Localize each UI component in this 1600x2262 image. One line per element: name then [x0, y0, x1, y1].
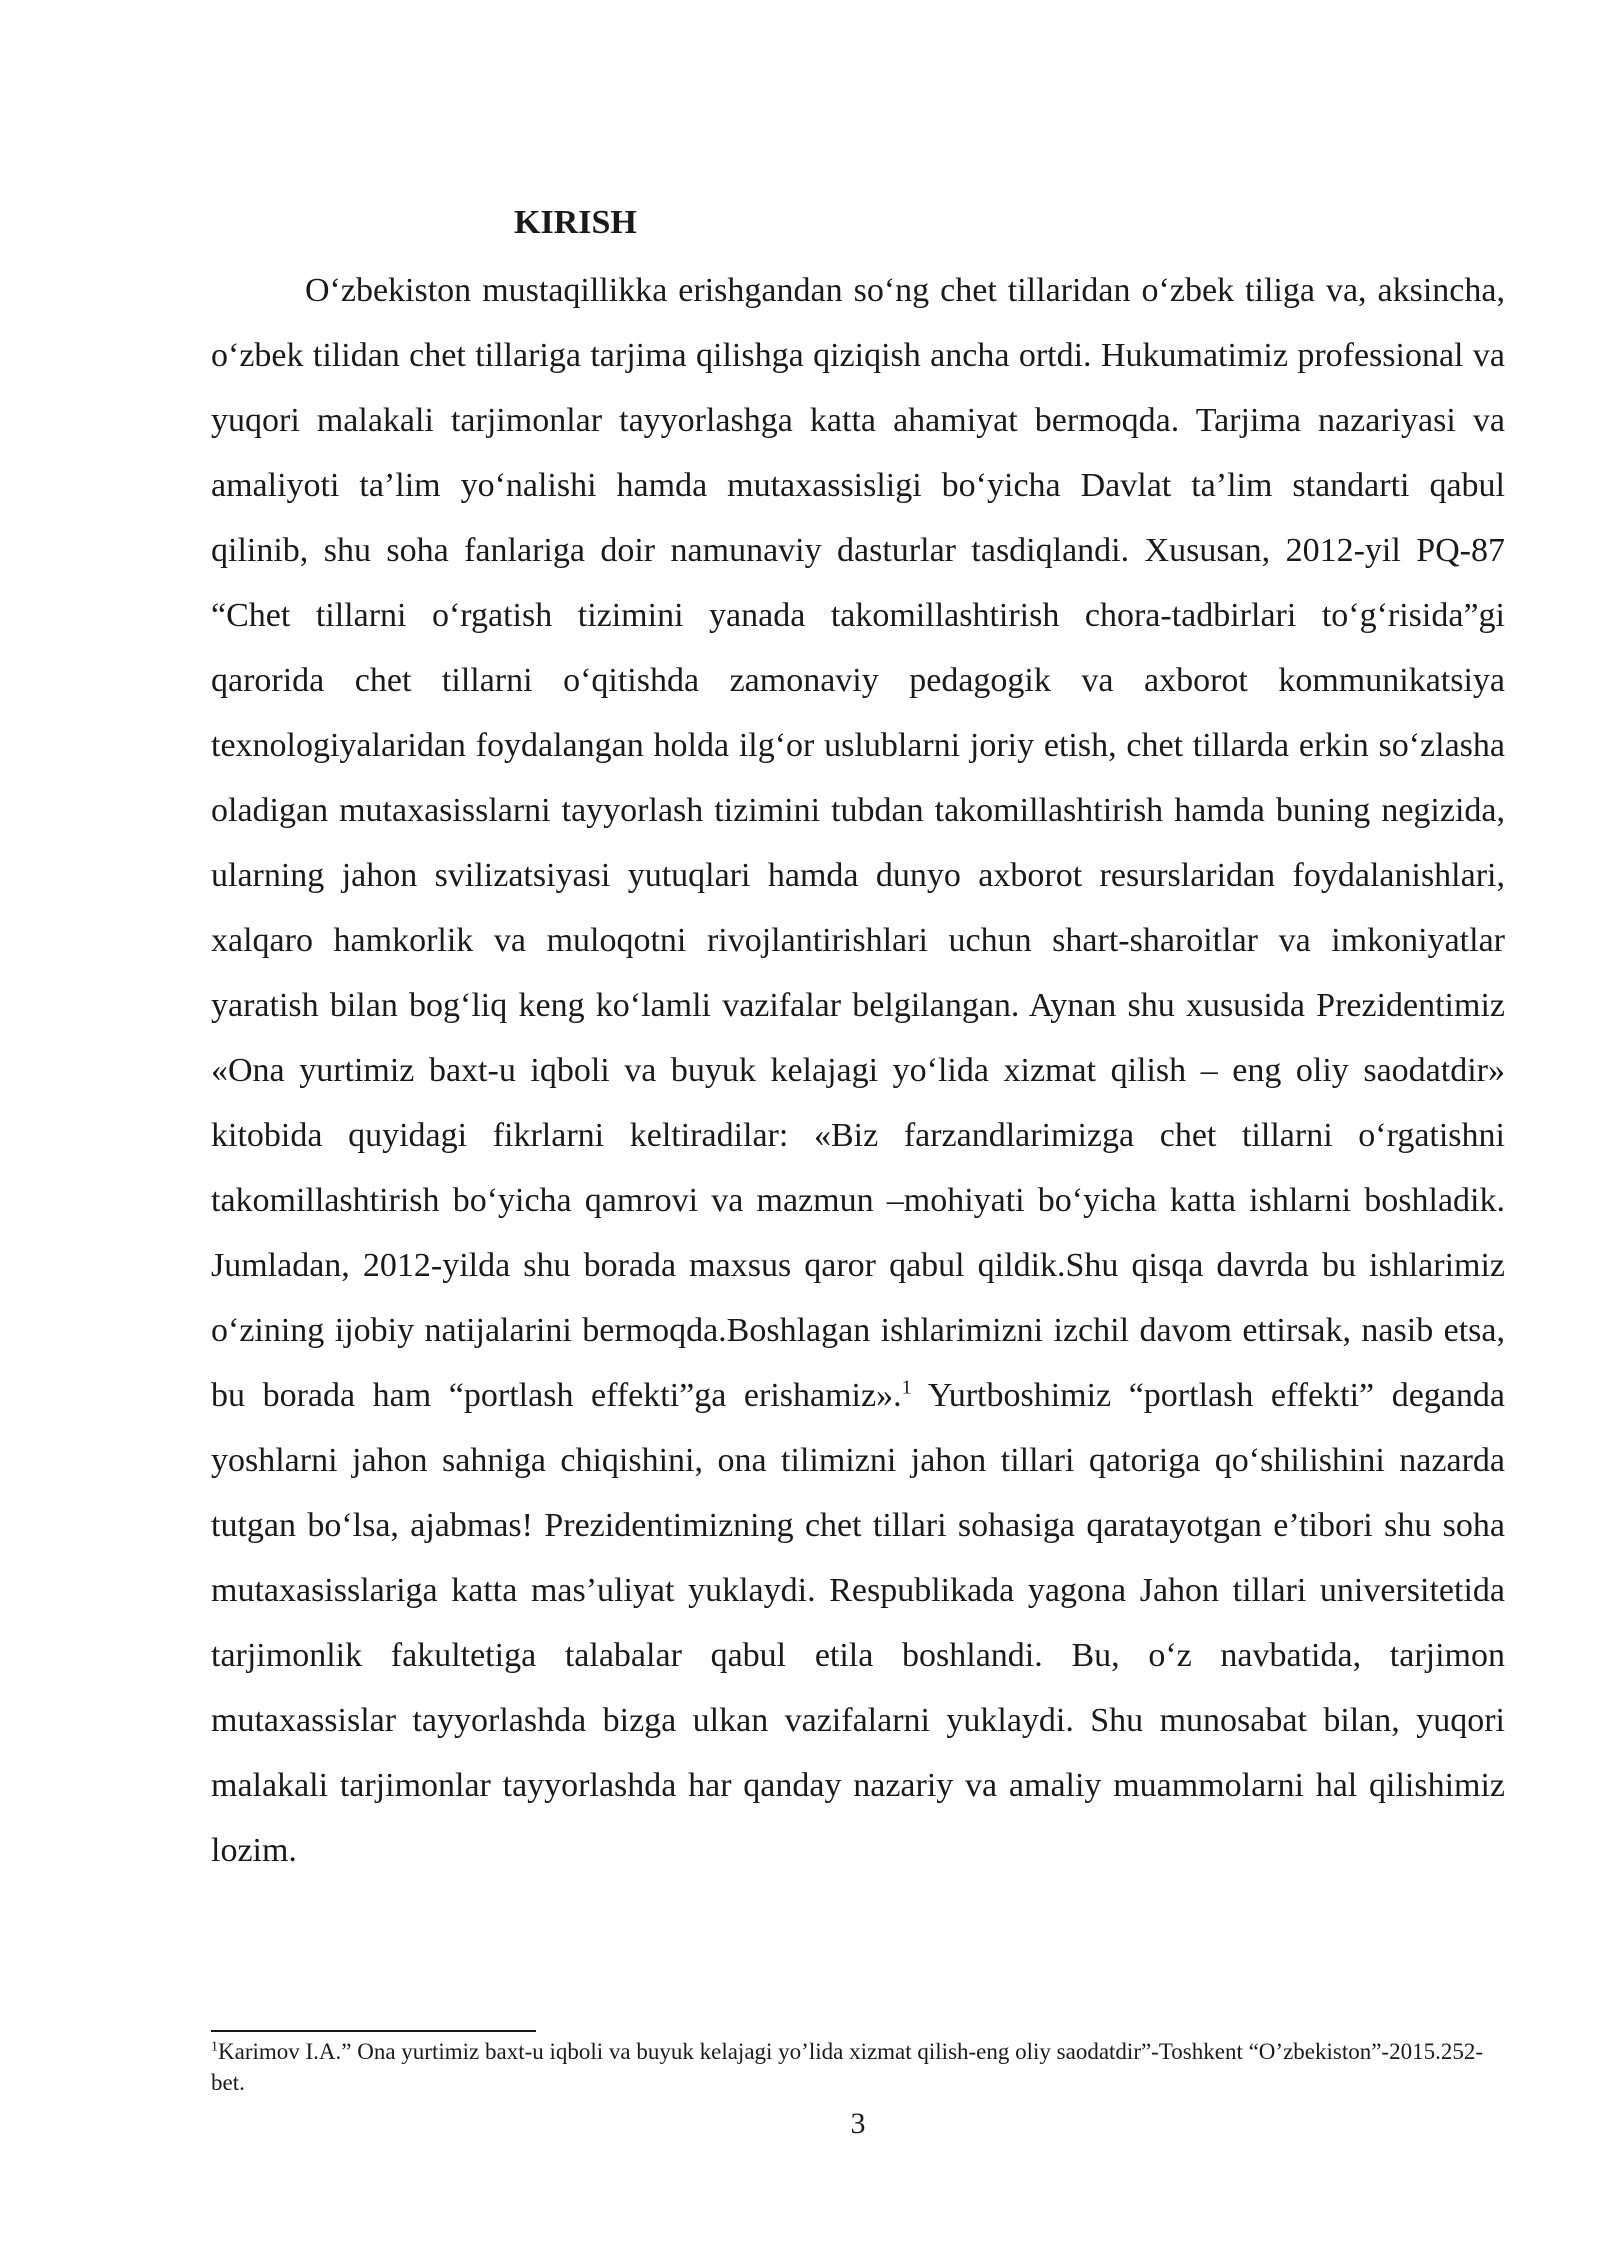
page-number: 3: [850, 2107, 866, 2140]
paragraph-text: O‘zbekiston mustaqillikka erishgandan so‘ng chet tillaridan o‘zbek tiliga va, aksincha, o‘zbek tilidan chet tillariga tarjima qilishga qiziqish ancha ortdi. Hukumatimiz professional va yuqori malakali tarjimonlar tayyorlashga katta ahamiyat bermoqda. Tarjima nazariyasi va amaliyoti ta’lim yo‘nalishi hamda mutaxassisligi bo‘yicha Davlat ta’lim standarti qabul qilinib, shu soha fanlariga doir namunaviy dasturlar tasdiqlandi. Xususan, 2012-yil PQ-87 “Chet tillarni o‘rgatish tizimini yanada takomillashtirish chora-tadbirlari to‘g‘risida”gi qarorida chet tillarni o‘qitishda zamonaviy pedagogik va axborot kommunikatsiya texnologiyalaridan foydalangan holda ilg‘or uslublarni joriy etish, chet tillarda erkin so‘zlasha oladigan mutaxasisslarni tayyorlash tizimini tubdan takomillashtirish hamda buning negizida, ularning jahon svilizatsiyasi yutuqlari hamda dunyo axborot resurslaridan foydalanishlari, xalqaro hamkorlik va muloqotni rivojlantirishlari uchun shart-sharoitlar va imkoniyatlar yaratish bilan bog‘liq keng ko‘lamli vazifalar belgilangan. Aynan shu xususida Prezidentimiz «Ona yurtimiz baxt-u iqboli va buyuk kelajagi yo‘lida xizmat qilish – eng oliy saodatdir» kitobida quyidagi fikrlarni keltiradilar: «Biz farzandlarimizga chet tillarni o‘rgatishni takomillashtirish bo‘yicha qamrovi va mazmun –mohiyati bo‘yicha katta ishlarni boshladik. Jumladan, 2012-yilda shu borada maxsus qaror qabul qildik.Shu qisqa davrda bu ishlarimiz o‘zining ijobiy natijalarini bermoqda.Boshlagan ishlarimizni izchil davom ettirsak, nasib etsa, bu borada ham “portlash effekti”ga erishamiz».: [211, 272, 1505, 1414]
body-paragraph: [211, 258, 1505, 1883]
paragraph-text-continued: Yurtboshimiz “portlash effekti” deganda yoshlarni jahon sahniga chiqishini, ona tilimizni jahon tillari qatoriga qo‘shilishini nazarda tutgan bo‘lsa, ajabmas! Prezidentimizning chet tillari sohasiga qaratayotgan e’tibori shu soha mutaxasisslariga katta mas’uliyat yuklaydi. Respublikada yagona Jahon tillari universitetida tarjimonlik fakultetiga talabalar qabul etila boshlandi. Bu, o‘z navbatida, tarjimon mutaxassislar tayyorlashda bizga ulkan vazifalarni yuklaydi. Shu munosabat bilan, yuqori malakali tarjimonlar tayyorlashda har qanday nazariy va amaliy muammolarni hal qilishimiz lozim.: [211, 1377, 1505, 1869]
section-heading: KIRISH: [514, 204, 637, 241]
footnote-text: Karimov I.A.” Ona yurtimiz baxt-u iqboli va buyuk kelajagi yo’lida xizmat qilish-eng oliy saodatdir”-Toshkent “O’zbekiston”-2015.252-bet.: [211, 2039, 1483, 2095]
footnote-marker: 1: [211, 2039, 218, 2055]
footnote-reference: 1: [901, 1376, 912, 1399]
footnote-separator: [211, 2030, 536, 2032]
footnote: [211, 2036, 1505, 2098]
